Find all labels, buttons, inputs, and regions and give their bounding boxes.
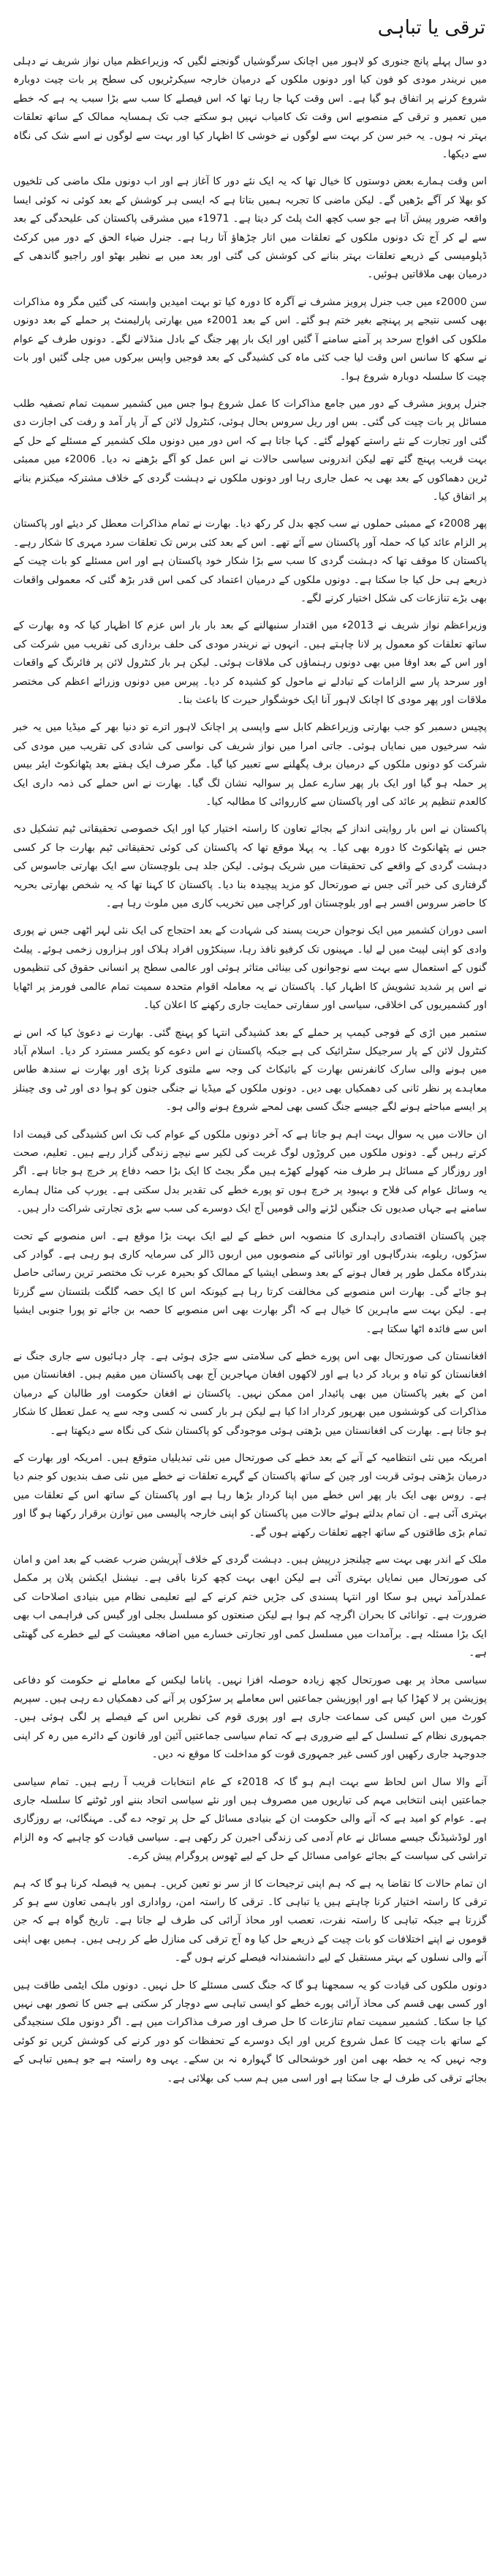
paragraph: پاکستان نے اس بار روایتی انداز کے بجائے تعاون کا راستہ اختیار کیا اور ایک خصوصی تحقیقاتی ٹیم تشکیل دی جس نے پٹھانکوٹ کا دورہ بھی کیا۔ یہ پہلا موقع تھا کہ پاکستان کی کوئی تحقیقاتی ٹیم بھارت جا کر کسی دہشت گردی کے واقعے کی تحقیقات میں شریک ہوئی۔ لیکن جلد ہی بلوچستان سے ایک بھارتی جاسوس کی گرفتاری کی خبر آئی جس نے صورتحال کو مزید پیچیدہ بنا دیا۔ پاکستان کا کہنا تھا کہ یہ شخص بھارتی بحریہ کا حاضر سروس افسر ہے اور بلوچستان اور کراچی میں تخریب کاری میں ملوث رہا ہے۔ xyxy=(13,823,487,910)
paragraph: آنے والا سال اس لحاظ سے بہت اہم ہو گا کہ 2018ء کے عام انتخابات قریب آ رہے ہیں۔ تمام سیاسی جماعتیں اپنی انتخابی مہم کی تیاریوں میں مصروف ہیں اور نئے سیاسی اتحاد بننے اور ٹوٹنے کا سلسلہ جاری ہے۔ عوام کو امید ہے کہ آنے والی حکومت ان کے بنیادی مسائل کے حل پر توجہ دے گی۔ مہنگائی، بے روزگاری اور لوڈشیڈنگ جیسے مسائل نے عام آدمی کی زندگی اجیرن کر رکھی ہے۔ سیاسی قیادت کو چاہیے کہ وہ الزام تراشی کی سیاست کے بجائے عوامی مسائل کے حل کے لیے ٹھوس پروگرام پیش کرے۔ xyxy=(13,1776,487,1863)
paragraph: ستمبر میں اڑی کے فوجی کیمپ پر حملے کے بعد کشیدگی انتہا کو پہنچ گئی۔ بھارت نے دعویٰ کیا کہ اس نے کنٹرول لائن کے پار سرجیکل سٹرائیک کی ہے جبکہ پاکستان نے اس دعوے کو یکسر مسترد کر دیا۔ اسلام آباد میں ہونے والی سارک کانفرنس بھارت کے بائیکاٹ کی وجہ سے ملتوی کرنا پڑی اور بھارت نے سندھ طاس معاہدے پر نظر ثانی کی دھمکیاں بھی دیں۔ دونوں ملکوں کے میڈیا نے جنگی جنون کو ہوا دی اور ٹی وی چینلز پر ایسے مباحثے ہونے لگے جیسے جنگ کسی بھی لمحے شروع ہونے والی ہو۔ xyxy=(13,1026,487,1114)
paragraph: امریکہ میں نئی انتظامیہ کے آنے کے بعد خطے کی صورتحال میں نئی تبدیلیاں متوقع ہیں۔ امریکہ اور بھارت کے درمیان بڑھتی ہوئی قربت اور چین کے ساتھ پاکستان کے گہرے تعلقات نے خطے میں نئی صف بندیوں کو جنم دیا ہے۔ روس بھی ایک بار پھر اس خطے میں اپنا کردار بڑھا رہا ہے اور پاکستان کے ساتھ اس کے تعلقات میں بہتری آئی ہے۔ ان تمام بدلتے ہوئے حالات میں پاکستان کو اپنی خارجہ پالیسی میں توازن برقرار رکھنا ہو گا اور تمام بڑی طاقتوں کے ساتھ اچھے تعلقات رکھنے ہوں گے۔ xyxy=(13,1452,487,1539)
paragraph: اسی دوران کشمیر میں ایک نوجوان حریت پسند کی شہادت کے بعد احتجاج کی ایک نئی لہر اٹھی جس نے پوری وادی کو اپنی لپیٹ میں لے لیا۔ مہینوں تک کرفیو نافذ رہا، سینکڑوں افراد ہلاک اور ہزاروں زخمی ہوئے۔ پیلٹ گنوں کے استعمال سے بہت سے نوجوانوں کی بینائی متاثر ہوئی اور عالمی سطح پر انسانی حقوق کی تنظیموں نے اس پر شدید تشویش کا اظہار کیا۔ پاکستان نے یہ معاملہ اقوام متحدہ سمیت تمام عالمی فورمز پر اٹھایا اور کشمیریوں کی اخلاقی، سیاسی اور سفارتی حمایت جاری رکھنے کا اعلان کیا۔ xyxy=(13,925,487,1012)
paragraph: پھر 2008ء کے ممبئی حملوں نے سب کچھ بدل کر رکھ دیا۔ بھارت نے تمام مذاکرات معطل کر دیئے اور پاکستان پر الزام عائد کیا کہ حملہ آور پاکستان سے آئے تھے۔ اس کے بعد کئی برس تک تعلقات سرد مہری کا شکار رہے۔ پاکستان کا موقف تھا کہ دہشت گردی کا سب سے بڑا شکار خود پاکستان ہے اور اس مسئلے کو بات چیت کے ذریعے ہی حل کیا جا سکتا ہے۔ دونوں ملکوں کے درمیان اعتماد کی کمی اس قدر بڑھ گئی کہ معمولی واقعات بھی بڑے تنازعات کی شکل اختیار کرنے لگے۔ xyxy=(13,518,487,604)
paragraph: سیاسی محاذ پر بھی صورتحال کچھ زیادہ حوصلہ افزا نہیں۔ پاناما لیکس کے معاملے نے حکومت کو دفاعی پوزیشن پر لا کھڑا کیا ہے اور اپوزیشن جماعتیں اس معاملے پر سڑکوں پر آنے کی دھمکیاں دے رہی ہیں۔ سپریم کورٹ میں اس کیس کی سماعت جاری ہے اور پوری قوم کی نظریں اس کے فیصلے پر لگی ہوئی ہیں۔ جمہوری نظام کے تسلسل کے لیے ضروری ہے کہ تمام سیاسی جماعتیں آئین اور قانون کے دائرے میں رہ کر اپنی جدوجہد جاری رکھیں اور کسی غیر جمہوری قوت کو مداخلت کا موقع نہ دیں۔ xyxy=(13,1674,487,1761)
paragraph: سن 2000ء میں جب جنرل پرویز مشرف نے آگرہ کا دورہ کیا تو بہت امیدیں وابستہ کی گئیں مگر وہ مذاکرات بھی کسی نتیجے پر پہنچے بغیر ختم ہو گئے۔ اس کے بعد 2001ء میں بھارتی پارلیمنٹ پر حملے کے بعد دونوں ملکوں کی افواج سرحد پر آمنے سامنے آ گئیں اور ایک بار پھر جنگ کے بادل منڈلانے لگے۔ دونوں طرف کے عوام نے سکھ کا سانس اس وقت لیا جب کئی ماہ کی کشیدگی کے بعد فوجیں واپس بیرکوں میں چلی گئیں اور بات چیت کا سلسلہ دوبارہ شروع ہوا۔ xyxy=(13,296,487,383)
paragraph: جنرل پرویز مشرف کے دور میں جامع مذاکرات کا عمل شروع ہوا جس میں کشمیر سمیت تمام تصفیہ طلب مسائل پر بات چیت کی گئی۔ بس اور ریل سروس بحال ہوئی، کنٹرول لائن کے آر پار آمد و رفت کی اجازت دی گئی اور تجارت کے نئے راستے کھولے گئے۔ کہا جاتا ہے کہ اس دور میں دونوں ملک کشمیر کے مسئلے کے حل کے بہت قریب پہنچ گئے تھے لیکن اندرونی سیاسی حالات نے اس عمل کو آگے بڑھنے نہ دیا۔ 2006ء میں ممبئی ٹرین دھماکوں کے بعد بھی یہ عمل جاری رہا اور دونوں ملکوں نے دہشت گردی کے خلاف مشترکہ میکنزم بنانے پر اتفاق کیا۔ xyxy=(13,397,487,503)
article-title: ترقی یا تباہی xyxy=(377,17,485,39)
article xyxy=(13,13,487,2566)
paragraph: وزیراعظم نواز شریف نے 2013ء میں اقتدار سنبھالنے کے بعد بار بار اس عزم کا اظہار کیا کہ وہ بھارت کے ساتھ تعلقات کو معمول پر لانا چاہتے ہیں۔ انہوں نے نریندر مودی کی حلف برداری کی تقریب میں شرکت کی اور اس کے بعد اوفا میں بھی دونوں رہنماؤں کی ملاقات ہوئی۔ لیکن ہر بار کنٹرول لائن پر فائرنگ کے واقعات اور سرحد پار سے الزامات کے تبادلے نے ماحول کو کشیدہ کر دیا۔ پیرس میں دونوں وزرائے اعظم کی مختصر ملاقات اور پھر مودی کا اچانک لاہور آنا ایک خوشگوار حیرت کا باعث بنا۔ xyxy=(13,620,487,706)
paragraph: ملک کے اندر بھی بہت سے چیلنجز درپیش ہیں۔ دہشت گردی کے خلاف آپریشن ضرب عضب کے بعد امن و امان کی صورتحال میں نمایاں بہتری آئی ہے لیکن ابھی بہت کچھ کرنا باقی ہے۔ نیشنل ایکشن پلان پر مکمل عملدرآمد نہیں ہو سکا اور انتہا پسندی کی جڑیں ختم کرنے کے لیے تعلیمی نظام میں بنیادی اصلاحات کی ضرورت ہے۔ توانائی کا بحران اگرچہ کم ہوا ہے لیکن صنعتوں کو مسلسل بجلی اور گیس کی فراہمی اب بھی ایک بڑا مسئلہ ہے۔ برآمدات میں مسلسل کمی اور تجارتی خسارے میں اضافہ معیشت کے لیے خطرے کی گھنٹی ہے۔ xyxy=(13,1554,487,1659)
paragraph: ان تمام حالات کا تقاضا یہ ہے کہ ہم اپنی ترجیحات کا از سر نو تعین کریں۔ ہمیں یہ فیصلہ کرنا ہو گا کہ ہم ترقی کا راستہ اختیار کرنا چاہتے ہیں یا تباہی کا۔ ترقی کا راستہ امن، رواداری اور باہمی تعاون سے ہو کر گزرتا ہے جبکہ تباہی کا راستہ نفرت، تعصب اور محاذ آرائی کی طرف لے جاتا ہے۔ تاریخ گواہ ہے کہ جن قوموں نے اپنے اختلافات کو بات چیت کے ذریعے حل کیا وہ آج ترقی کی منازل طے کر رہی ہیں۔ ہمیں بھی اپنی آنے والی نسلوں کے بہتر مستقبل کے لیے دانشمندانہ فیصلے کرنے ہوں گے۔ xyxy=(13,1877,487,1964)
paragraph: افغانستان کی صورتحال بھی اس پورے خطے کی سلامتی سے جڑی ہوئی ہے۔ چار دہائیوں سے جاری جنگ نے افغانستان کو تباہ و برباد کر دیا ہے اور لاکھوں افغان مہاجرین آج بھی پاکستان میں مقیم ہیں۔ افغانستان میں امن کے بغیر پاکستان میں بھی پائیدار امن ممکن نہیں۔ پاکستان نے افغان حکومت اور طالبان کے درمیان مذاکرات کی کوششوں میں بھرپور کردار ادا کیا ہے لیکن ہر بار کسی نہ کسی وجہ سے یہ عمل تعطل کا شکار ہو جاتا ہے۔ بھارت کی افغانستان میں بڑھتی ہوئی موجودگی کو پاکستان شک کی نگاہ سے دیکھتا ہے۔ xyxy=(13,1351,487,1437)
paragraph: پچیس دسمبر کو جب بھارتی وزیراعظم کابل سے واپسی پر اچانک لاہور اترے تو دنیا بھر کے میڈیا میں یہ خبر شہ سرخیوں میں نمایاں ہوئی۔ جاتی امرا میں نواز شریف کی نواسی کی شادی کی تقریب میں مودی کی شرکت کو دونوں ملکوں کے درمیان برف پگھلنے سے تعبیر کیا گیا۔ مگر صرف ایک ہفتے بعد پٹھانکوٹ ایئر بیس پر حملہ ہو گیا اور ایک بار پھر سارے عمل پر سوالیہ نشان لگ گیا۔ بھارت نے اس حملے کی ذمہ داری ایک کالعدم تنظیم پر عائد کی اور پاکستان سے کارروائی کا مطالبہ کیا۔ xyxy=(13,721,487,808)
paragraph: دونوں ملکوں کی قیادت کو یہ سمجھنا ہو گا کہ جنگ کسی مسئلے کا حل نہیں۔ دونوں ملک ایٹمی طاقت ہیں اور کسی بھی قسم کی محاذ آرائی پورے خطے کو ایسی تباہی سے دوچار کر سکتی ہے جس کا تصور بھی نہیں کیا جا سکتا۔ کشمیر سمیت تمام تنازعات کا حل صرف اور صرف مذاکرات میں ہے۔ اگر دونوں ملک سنجیدگی کے ساتھ بات چیت کا عمل شروع کریں اور ایک دوسرے کے تحفظات کو دور کرنے کی کوشش کریں تو کوئی وجہ نہیں کہ یہ خطہ بھی امن اور خوشحالی کا گہوارہ نہ بن سکے۔ یہی وہ راستہ ہے جو ہمیں تباہی کے بجائے ترقی کی طرف لے جا سکتا ہے اور اسی میں ہم سب کی بھلائی ہے۔ xyxy=(13,1979,487,2084)
paragraph: چین پاکستان اقتصادی راہداری کا منصوبہ اس خطے کے لیے ایک بہت بڑا موقع ہے۔ اس منصوبے کے تحت سڑکوں، ریلوے، بندرگاہوں اور توانائی کے منصوبوں میں اربوں ڈالر کی سرمایہ کاری ہو رہی ہے۔ گوادر کی بندرگاہ مکمل طور پر فعال ہونے کے بعد وسطی ایشیا کے ممالک کو بحیرہ عرب تک مختصر ترین رسائی حاصل ہو جائے گی۔ بھارت اس منصوبے کی مخالفت کرتا رہا ہے کیونکہ اس کا ایک حصہ گلگت بلتستان سے گزرتا ہے۔ لیکن بہت سے ماہرین کا خیال ہے کہ اگر بھارت بھی اس منصوبے کا حصہ بن جائے تو پورا جنوبی ایشیا اس سے فائدہ اٹھا سکتا ہے۔ xyxy=(13,1230,487,1335)
paragraph: اس وقت ہمارے بعض دوستوں کا خیال تھا کہ یہ ایک نئے دور کا آغاز ہے اور اب دونوں ملک ماضی کی تلخیوں کو بھلا کر آگے بڑھیں گے۔ لیکن ماضی کا تجربہ ہمیں بتاتا ہے کہ ایسی ہر کوشش کے بعد کوئی نہ کوئی ایسا واقعہ ضرور پیش آتا ہے جو سب کچھ الٹ پلٹ کر دیتا ہے۔ 1971ء میں مشرقی پاکستان کی علیحدگی کے بعد سے لے کر آج تک دونوں ملکوں کے تعلقات میں اتار چڑھاؤ آتا رہا ہے۔ جنرل ضیاء الحق کے دور میں کرکٹ ڈپلومیسی کے ذریعے تعلقات بہتر بنانے کی کوشش کی گئی اور بعد میں بے نظیر بھٹو اور راجیو گاندھی کے درمیان بھی ملاقاتیں ہوئیں۔ xyxy=(13,176,487,281)
paragraph: دو سال پہلے پانچ جنوری کو لاہور میں اچانک سرگوشیاں گونجنے لگیں کہ وزیراعظم میاں نواز شریف نے دہلی میں نریندر مودی کو فون کیا اور دونوں ملکوں کے درمیان خارجہ سیکرٹریوں کی سطح پر بات چیت دوبارہ شروع کرنے پر اتفاق ہو گیا ہے۔ اس وقت کہا جا رہا تھا کہ اس فیصلے کا سب سے بڑا سبب یہ ہے کہ خطے میں تعمیر و ترقی کے منصوبے اس وقت تک کامیاب نہیں ہو سکتے جب تک ہمسایہ ممالک کے ساتھ تعلقات بہتر نہ ہوں۔ یہ خبر سن کر بہت سے لوگوں نے خوشی کا اظہار کیا اور بہت سے لوگوں نے اسے شک کی نگاہ سے دیکھا۔ xyxy=(13,56,487,161)
paragraph: ان حالات میں یہ سوال بہت اہم ہو جاتا ہے کہ آخر دونوں ملکوں کے عوام کب تک اس کشیدگی کی قیمت ادا کرتے رہیں گے۔ دونوں ملکوں میں کروڑوں لوگ غربت کی لکیر سے نیچے زندگی گزار رہے ہیں۔ تعلیم، صحت اور روزگار کے مسائل ہر طرف منہ کھولے کھڑے ہیں مگر بجٹ کا ایک بڑا حصہ دفاع پر خرچ ہو جاتا ہے۔ اگر یہ وسائل عوام کی فلاح و بہبود پر خرچ ہوں تو پورے خطے کی تقدیر بدل سکتی ہے۔ یورپ کی مثال ہمارے سامنے ہے جہاں صدیوں تک جنگیں لڑنے والی قومیں آج ایک دوسرے کی سب سے بڑی تجارتی شراکت دار ہیں۔ xyxy=(13,1128,487,1215)
